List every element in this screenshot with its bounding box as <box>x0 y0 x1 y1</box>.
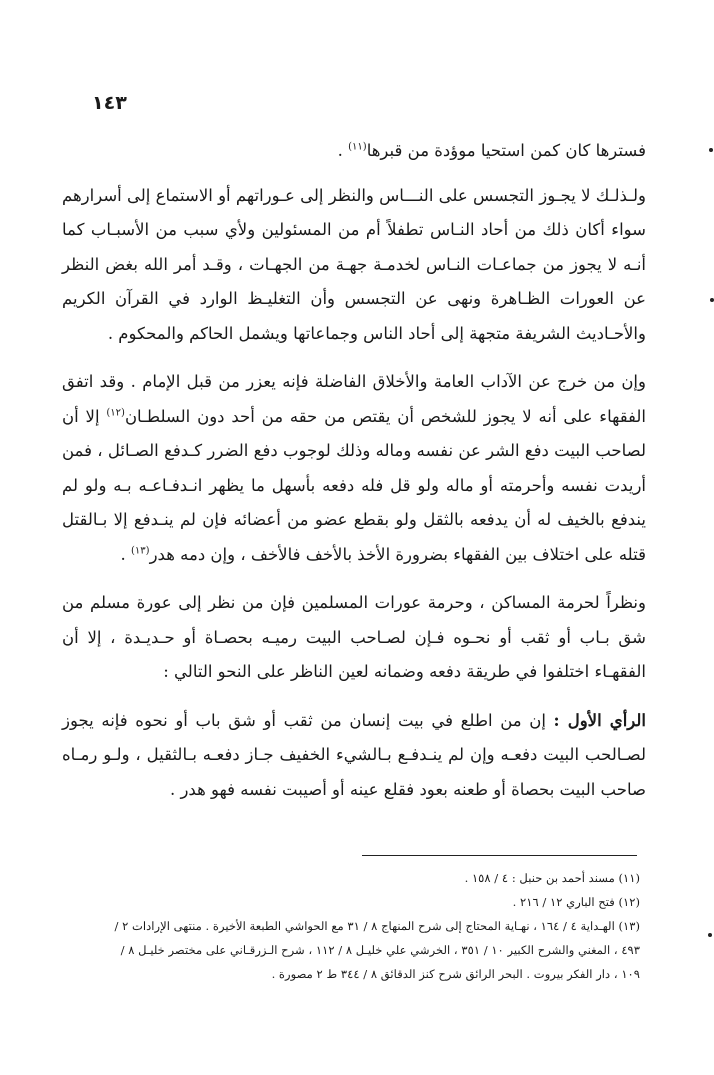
footnotes <box>60 866 640 986</box>
scan-speck <box>709 148 713 152</box>
footnote-ref-12[interactable]: (١٢) <box>106 407 125 418</box>
paragraph-text-continued: إلا أن لصاحب البيت دفع الشر عن نفسه وماله وذلك لوجوب دفع الضرر كـدفع الصـائل ، فمن أريدت نفسه وأحرمته أو ماله ولو قل فله دفعه بأسهل ما يظهر انـدفـاعـه بـه ولو لم يندفع بالخيف له أن يدفعه بالثقل ولو بقطع عضو من أعضائه فإن لم ينـدفع إلا بـالقتل قتله على اختلاف بين الفقهاء بضرورة الأخذ بالأخف فالأخف ، وإن دمه هدر <box>62 406 646 564</box>
paragraph-text: فسترها كان كمن استحيا موؤدة من قبرها <box>366 141 646 160</box>
scan-speck <box>710 298 714 302</box>
scan-speck <box>708 933 712 937</box>
paragraph-tail: . <box>337 141 349 160</box>
page-number: ١٤٣ <box>92 92 127 114</box>
footnote-ref-13[interactable]: (١٣) <box>131 545 150 556</box>
footnote-11: (١١) مسند أحمد بن حنبل : ٤ / ١٥٨ . <box>464 871 640 885</box>
main-text <box>62 134 646 821</box>
paragraph-text: إن من اطلع في بيت إنسان من ثقب أو شق باب أو نحوه فإنه يجوز لصـالحب البيت دفعـه وإن لم ينـدفـع بـالشيء الخفيف جـاز دفعـه بـالثقيل ، ولـو رمـاه صاحب البيت بحصاة أو طعنه بعود فقلع عينه أو أصيبت نفسه فهو هدر . <box>62 710 646 799</box>
footnote-13-line-1: (١٣) الهـداية ٤ / ١٦٤ ، نهـاية المحتاج إلى شرح المنهاج ٨ / ٣١ مع الحواشي الطبعة الأخيرة . منتهى الإرادات ٢ / <box>114 919 640 933</box>
paragraph-text: وإن من خرج عن الآداب العامة والأخلاق الفاضلة فإنه يعزر من قبل الإمام . وقد اتفق الفقهاء على أنه لا يجوز للشخص أن يقتص من حقه من أحد دون السلطـان <box>62 372 647 426</box>
footnote-12: (١٢) فتح الباري ١٢ / ٢١٦ . <box>512 895 640 909</box>
paragraph-4: ونظراً لحرمة المساكن ، وحرمة عورات المسلمين فإن من نظر إلى عورة مسلم من شق بـاب أو ثقب أو نحـوه فـإن لصـاحب البيت رميـه بحصـاة أو حـديـدة ، إلا أن الفقهـاء اختلفوا في طريقة دفعه وضمانه لعين الناظر على النحو التالي : <box>62 593 646 681</box>
footnote-13-line-2: ٤٩٣ ، المغني والشرح الكبير ١٠ / ٣٥١ ، الخرشي علي خليـل ٨ / ١١٢ ، شرح الـزرقـاني على مختصر خليـل ٨ / <box>120 943 640 957</box>
section-heading: الرأي الأول : <box>553 710 647 730</box>
footnote-13-line-3: ١٠٩ ، دار الفكر بيروت . البحر الرائق شرح كنز الدقائق ٨ / ٣٤٤ ط ٢ مصورة . <box>271 967 640 981</box>
paragraph-3 <box>62 365 646 572</box>
paragraph-5 <box>62 704 646 808</box>
paragraph-2: ولـذلـك لا يجـوز التجسس على النـــاس والنظر إلى عـوراتهم أو الاستماع إلى أسرارهم سواء أكان ذلك من أحاد النـاس تطفلاً أم من المسئولين ولأي سبب من الأسبـاب كما أنـه لا يجوز من جماعـات النـاس لخدمـة جهـة من الجهـات ، وقـد أمر الله بغض النظر عن العورات الظـاهرة ونهى عن التجسس وأن التغليـظ الوارد في القرآن الكريم والأحـاديث الشريفة متجهة إلى أحاد الناس وجماعاتها ويشمل الحاكم والمحكوم . <box>62 185 646 343</box>
paragraph-tail: . <box>120 544 131 564</box>
footnote-ref-11[interactable]: (١١) <box>348 141 367 153</box>
paragraph-1 <box>62 134 646 169</box>
footnote-separator <box>362 855 637 856</box>
